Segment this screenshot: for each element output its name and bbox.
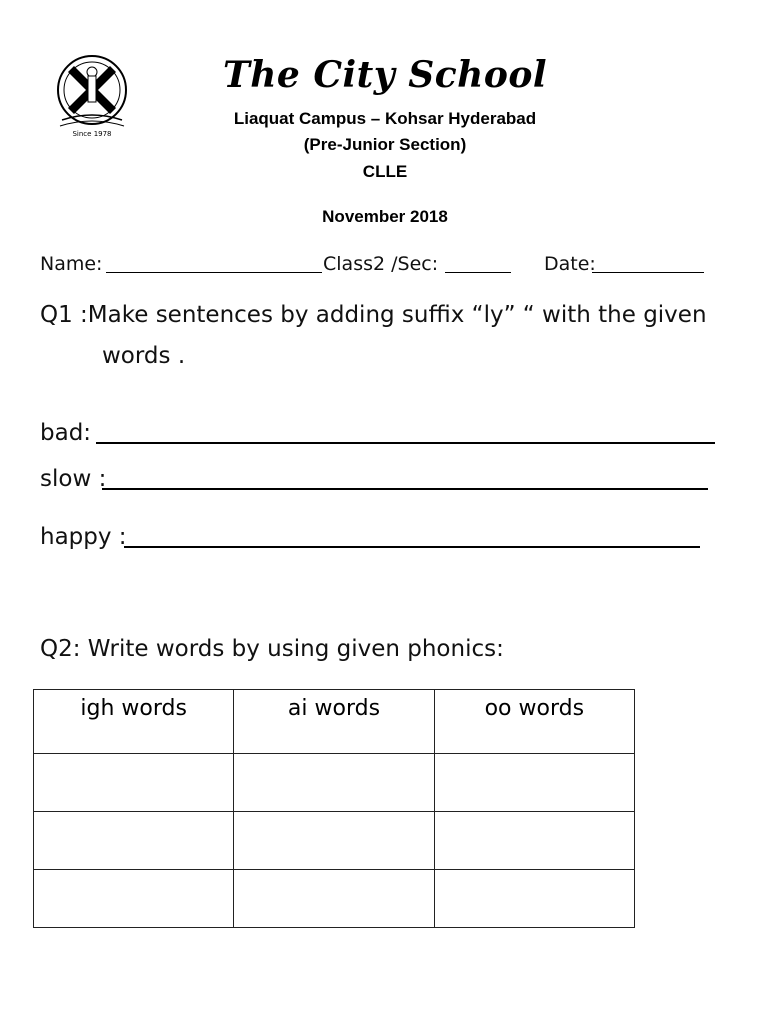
q1-word-bad: bad: — [40, 420, 92, 446]
table-row — [34, 754, 635, 812]
q1-instruction-line1: Q1 :Make sentences by adding suffix “ly” “ with the given — [40, 302, 707, 328]
name-label: Name: — [40, 253, 103, 275]
q1-word-slow: slow : — [40, 466, 107, 492]
answer-cell[interactable] — [234, 870, 434, 928]
column-oo-words: oo words — [434, 690, 634, 754]
q1-answer-line-happy[interactable] — [124, 546, 700, 548]
table-row — [34, 812, 635, 870]
subject-name: CLLE — [362, 162, 408, 181]
school-name: The City School — [222, 54, 548, 96]
logo-since-text: Since 1978 — [72, 130, 112, 138]
table-row — [34, 870, 635, 928]
section-name: (Pre-Junior Section) — [303, 135, 467, 154]
column-ai-words: ai words — [234, 690, 434, 754]
q1-answer-line-bad[interactable] — [96, 442, 715, 444]
answer-cell[interactable] — [434, 870, 634, 928]
answer-cell[interactable] — [34, 870, 234, 928]
q1-word-happy: happy : — [40, 524, 127, 550]
answer-cell[interactable] — [434, 812, 634, 870]
answer-cell[interactable] — [234, 754, 434, 812]
q2-instruction: Q2: Write words by using given phonics: — [40, 636, 504, 662]
date-blank[interactable] — [592, 272, 704, 273]
q1-answer-line-slow[interactable] — [102, 488, 708, 490]
date-label: Date: — [544, 253, 596, 275]
answer-cell[interactable] — [434, 754, 634, 812]
phonics-table — [33, 689, 635, 928]
exam-date: November 2018 — [322, 207, 448, 226]
class-label: Class2 /Sec: — [323, 253, 439, 275]
answer-cell[interactable] — [234, 812, 434, 870]
phonics-header-row — [34, 690, 635, 754]
section-blank[interactable] — [445, 272, 511, 273]
answer-cell[interactable] — [34, 754, 234, 812]
q1-instruction-line2: words . — [102, 343, 186, 369]
name-blank[interactable] — [106, 272, 322, 273]
answer-cell[interactable] — [34, 812, 234, 870]
column-igh-words: igh words — [34, 690, 234, 754]
campus-name: Liaquat Campus – Kohsar Hyderabad — [233, 109, 537, 128]
